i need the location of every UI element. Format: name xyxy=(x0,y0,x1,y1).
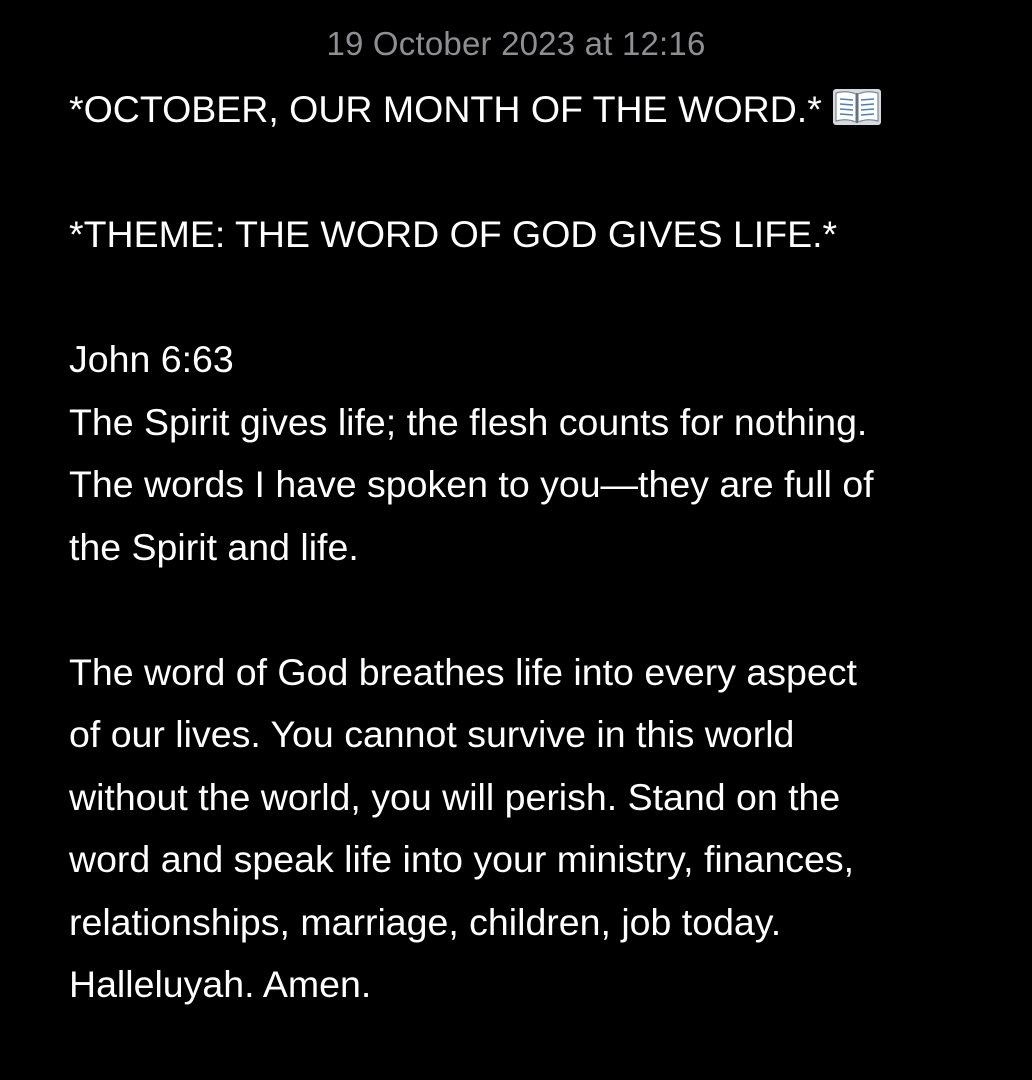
reflection-line: Halleluyah. Amen. xyxy=(69,963,372,1005)
note-timestamp: 19 October 2023 at 12:16 xyxy=(326,25,706,62)
reflection-line: The word of God breathes life into every aspect xyxy=(69,650,857,693)
reflection-line: relationships, marriage, children, job today. xyxy=(69,900,782,943)
reflection-line: of our lives. You cannot survive in this world xyxy=(69,713,795,755)
scripture-line: The words I have spoken to you—they are full of xyxy=(69,463,874,505)
note-heading: *OCTOBER, OUR MONTH OF THE WORD.* xyxy=(69,88,822,130)
blank-line xyxy=(69,578,969,641)
note-heading-line xyxy=(69,78,969,141)
note-theme: *THEME: THE WORD OF GOD GIVES LIFE.* xyxy=(69,213,838,255)
note-text-area[interactable] xyxy=(69,78,969,1016)
open-book-icon xyxy=(832,88,882,126)
scripture-reference: John 6:63 xyxy=(69,338,234,380)
reflection-line: word and speak life into your ministry, finances, xyxy=(69,838,855,880)
blank-line xyxy=(69,141,969,204)
scripture-line: The Spirit gives life; the flesh counts for nothing. xyxy=(69,400,868,443)
reflection-line: without the world, you will perish. Stand on the xyxy=(69,775,841,818)
scripture-line: the Spirit and life. xyxy=(69,525,359,568)
blank-line xyxy=(69,266,969,329)
